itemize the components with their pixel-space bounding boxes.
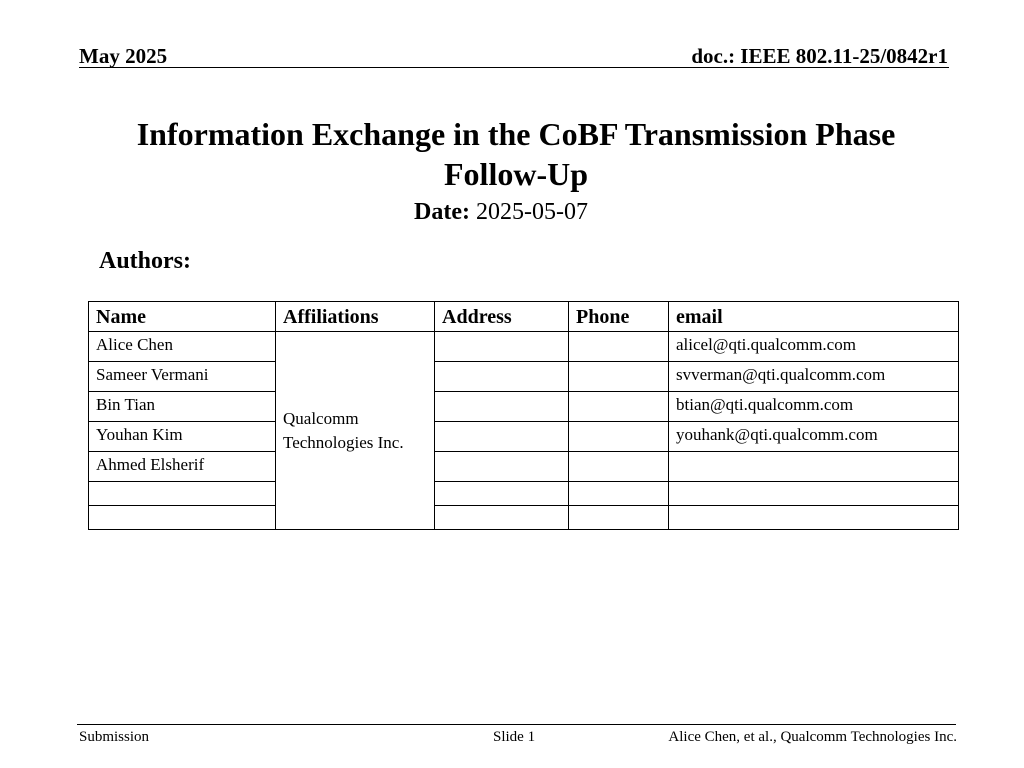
column-header-email: email — [669, 302, 959, 332]
slide-title — [80, 114, 952, 194]
column-header-address: Address — [435, 302, 569, 332]
column-header-affiliations: Affiliations — [276, 302, 435, 332]
footer-divider — [77, 724, 956, 725]
author-name — [89, 482, 276, 506]
header-divider — [79, 67, 949, 68]
author-phone — [569, 452, 669, 482]
footer-authors: Alice Chen, et al., Qualcomm Technologies Inc. — [668, 729, 957, 745]
author-address — [435, 422, 569, 452]
footer-slide-number: Slide 1 — [493, 729, 536, 745]
author-phone — [569, 332, 669, 362]
header-date: May 2025 — [79, 44, 168, 68]
author-email — [669, 452, 959, 482]
author-email: alicel@qti.qualcomm.com — [669, 332, 959, 362]
footer-submission: Submission — [79, 729, 150, 745]
table-row — [89, 506, 959, 530]
date-label: Date: — [414, 199, 470, 225]
author-address — [435, 506, 569, 530]
author-name: Bin Tian — [89, 392, 276, 422]
author-email — [669, 506, 959, 530]
author-address — [435, 482, 569, 506]
author-phone — [569, 506, 669, 530]
author-phone — [569, 362, 669, 392]
author-address — [435, 452, 569, 482]
slide-title-line-1: Information Exchange in the CoBF Transmission Phase — [136, 116, 896, 152]
table-row — [89, 482, 959, 506]
date-value: 2025-05-07 — [475, 199, 588, 225]
date-line — [0, 197, 1002, 227]
author-name: Ahmed Elsherif — [89, 452, 276, 482]
author-name: Youhan Kim — [89, 422, 276, 452]
author-name: Sameer Vermani — [89, 362, 276, 392]
author-phone — [569, 392, 669, 422]
table-row — [89, 422, 959, 452]
authors-table — [88, 301, 959, 530]
table-row — [89, 392, 959, 422]
author-address — [435, 332, 569, 362]
author-phone — [569, 422, 669, 452]
author-email: btian@qti.qualcomm.com — [669, 392, 959, 422]
author-affiliation: Qualcomm Technologies Inc. — [276, 332, 435, 530]
author-email: svverman@qti.qualcomm.com — [669, 362, 959, 392]
authors-heading: Authors: — [99, 248, 192, 274]
slide-title-line-2: Follow-Up — [444, 156, 588, 192]
author-name: Alice Chen — [89, 332, 276, 362]
author-name — [89, 506, 276, 530]
header-doc-id: doc.: IEEE 802.11-25/0842r1 — [691, 44, 948, 68]
author-address — [435, 362, 569, 392]
column-header-phone: Phone — [569, 302, 669, 332]
table-row — [89, 452, 959, 482]
table-row — [89, 362, 959, 392]
author-email: youhank@qti.qualcomm.com — [669, 422, 959, 452]
author-address — [435, 392, 569, 422]
table-row — [89, 332, 959, 362]
table-header-row — [89, 302, 959, 332]
column-header-name: Name — [89, 302, 276, 332]
author-phone — [569, 482, 669, 506]
author-email — [669, 482, 959, 506]
